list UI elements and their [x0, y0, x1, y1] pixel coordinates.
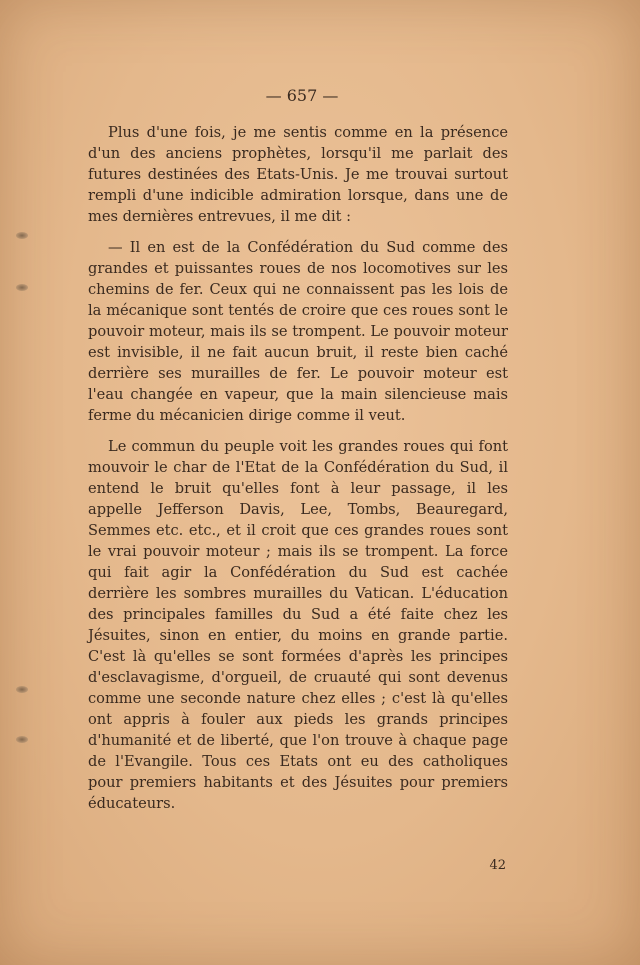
binding-hole: [16, 736, 28, 743]
page-number: — 657 —: [265, 86, 339, 105]
paragraph: Le commun du peuple voit les grandes roues qui font mouvoir le char de l'Etat de la Confédération du Sud, il entend le bruit qu'elles font à leur passage, il les appelle Jefferson Davis, Lee, Tombs, Beauregard, Semmes etc. etc., et il croit que ces grandes roues sont le vrai pouvoir moteur ; mais ils se trompent. La force qui fait agir la Confédération du Sud est cachée derrière les sombres murailles du Vatican. L'éducation des principales familles du Sud a été faite chez les Jésuites, sinon en entier, du moins en grande partie. C'est là qu'elles se sont formées d'après les principes d'esclavagisme, d'orgueil, de cruauté qui sont devenus comme une seconde nature chez elles ; c'est là qu'elles ont appris à fouler aux pieds les grands principes d'humanité et de liberté, que l'on trouve à chaque page de l'Evangile. Tous ces Etats ont eu des catholiques pour premiers habitants et des Jésuites pour premiers éducateurs.: [88, 438, 508, 812]
paragraph: — Il en est de la Confédération du Sud comme des grandes et puissantes roues de nos locomotives sur les chemins de fer. Ceux qui ne connaissent pas les lois de la mécanique sont tentés de croire que ces roues sont le pouvoir moteur, mais ils se trompent. Le pouvoir moteur est invisible, il ne fait aucun bruit, il reste bien caché derrière ses murailles de fer. Le pouvoir moteur est l'eau changée en vapeur, que la main silencieuse mais ferme du mécanicien dirige comme il veut.: [88, 239, 508, 424]
signature-mark: 42: [489, 858, 506, 873]
binding-hole: [16, 232, 28, 239]
paragraph: Plus d'une fois, je me sentis comme en la présence d'un des anciens prophètes, lorsqu'il me parlait des futures destinées des Etats-Unis. Je me trouvai surtout rempli d'une indicible admiration lorsque, dans une de mes dernières entrevues, il me dit :: [88, 124, 508, 225]
binding-hole: [16, 686, 28, 693]
body-text: [88, 122, 508, 824]
binding-hole: [16, 284, 28, 291]
